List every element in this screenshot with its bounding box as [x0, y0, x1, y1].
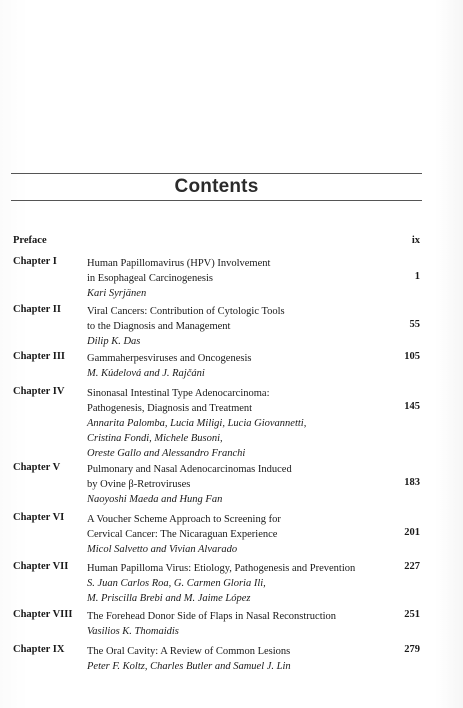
chapter-authors: Annarita Palomba, Lucia Miligi, Lucia Giovannetti,	[87, 418, 307, 429]
chapter-title-line: Pulmonary and Nasal Adenocarcinomas Induced	[87, 464, 292, 475]
contents-heading: Contents	[174, 176, 259, 197]
chapter-title-line: Human Papillomavirus (HPV) Involvement	[87, 258, 271, 269]
chapter-page: 145	[404, 401, 420, 412]
chapter-authors: M. Priscilla Brebi and M. Jaime López	[87, 593, 251, 604]
chapter-label: Chapter VI	[13, 512, 65, 523]
top-rule	[11, 173, 422, 174]
chapter-title-line: to the Diagnosis and Management	[87, 321, 231, 332]
chapter-page: 251	[404, 609, 420, 620]
chapter-label: Chapter V	[13, 462, 61, 473]
chapter-authors: Dilip K. Das	[87, 336, 141, 347]
chapter-page: 183	[404, 477, 420, 488]
chapter-page: 227	[404, 561, 420, 572]
chapter-label: Chapter I	[13, 256, 57, 267]
chapter-title-line: A Voucher Scheme Approach to Screening for	[87, 514, 281, 525]
chapter-page: 1	[414, 271, 420, 282]
chapter-title-line: Pathogenesis, Diagnosis and Treatment	[87, 403, 253, 414]
chapter-label: Chapter II	[13, 304, 61, 315]
preface-label: Preface	[13, 235, 47, 246]
chapter-authors: Oreste Gallo and Alessandro Franchi	[87, 448, 246, 459]
chapter-authors: M. Kúdelová and J. Rajčáni	[87, 368, 205, 379]
chapter-title-line: Gammaherpesviruses and Oncogenesis	[87, 353, 252, 364]
chapter-authors: Naoyoshi Maeda and Hung Fan	[87, 494, 223, 505]
chapter-page: 201	[404, 527, 420, 538]
chapter-label: Chapter IV	[13, 386, 65, 397]
chapter-authors: Peter F. Koltz, Charles Butler and Samuel J. Lin	[87, 661, 291, 672]
chapter-title-line: The Forehead Donor Side of Flaps in Nasal Reconstruction	[87, 611, 337, 622]
chapter-label: Chapter IX	[13, 644, 65, 655]
chapter-label: Chapter VIII	[13, 609, 73, 620]
chapter-title-line: Cervical Cancer: The Nicaraguan Experience	[87, 529, 278, 540]
chapter-title-line: The Oral Cavity: A Review of Common Lesions	[87, 646, 291, 657]
chapter-authors: S. Juan Carlos Roa, G. Carmen Gloria Ili,	[87, 578, 266, 589]
bottom-rule	[11, 200, 422, 201]
chapter-title-line: Sinonasal Intestinal Type Adenocarcinoma:	[87, 388, 270, 399]
chapter-title-line: in Esophageal Carcinogenesis	[87, 273, 213, 284]
chapter-label: Chapter VII	[13, 561, 69, 572]
chapter-title-line: Viral Cancers: Contribution of Cytologic Tools	[87, 306, 285, 317]
preface-page: ix	[411, 235, 420, 246]
chapter-authors: Cristina Fondi, Michele Busoni,	[87, 433, 223, 444]
chapter-title-line: by Ovine β-Retroviruses	[87, 479, 191, 490]
chapter-authors: Micol Salvetto and Vivian Alvarado	[87, 544, 238, 555]
chapter-page: 279	[404, 644, 420, 655]
chapter-authors: Kari Syrjänen	[87, 288, 147, 299]
chapter-page: 105	[404, 351, 420, 362]
chapter-title-line: Human Papilloma Virus: Etiology, Pathogenesis and Prevention	[87, 563, 356, 574]
chapter-authors: Vasilios K. Thomaidis	[87, 626, 179, 637]
chapter-page: 55	[409, 319, 420, 330]
chapter-label: Chapter III	[13, 351, 66, 362]
